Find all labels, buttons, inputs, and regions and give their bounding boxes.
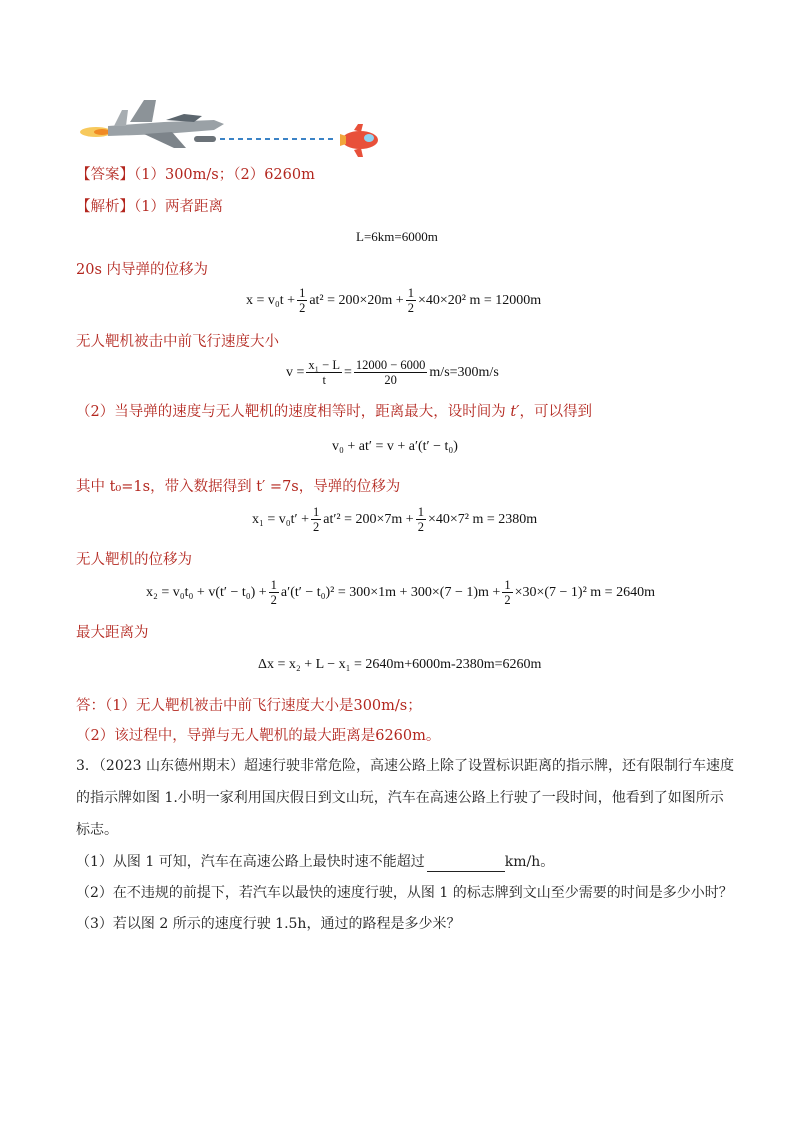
- equation-equal-speed: v₀ + at′ = v + a′(t′ − t₀): [332, 439, 458, 454]
- half-fraction: $\frac{1}{2}$: [407, 286, 414, 315]
- eq-v-equals: =: [343, 364, 352, 380]
- eq-x-mid: at² = 200×20m +: [309, 292, 404, 308]
- half-fraction: $\frac{1}{2}$: [299, 286, 306, 315]
- paragraph-max: 最大距离为: [76, 625, 149, 641]
- eq-v-lhs: v =: [286, 364, 305, 380]
- fraction-2: $\frac{12000 - 6000}{20}$: [355, 358, 426, 387]
- eq-x-end: ×40×20² m = 12000m: [417, 292, 542, 308]
- analysis-line: [76, 197, 223, 217]
- paragraph-drone: 无人靶机的位移为: [76, 552, 192, 568]
- illustration: [74, 92, 384, 162]
- equation-x1: x₁ = v₀t′ + $\frac{1}{2}$ at′² = 200×7m + $\frac{1}{2}$ ×40×7² m = 2380m: [252, 505, 538, 534]
- eq-x-lhs: x = v₀t +: [246, 292, 296, 308]
- equation-L: L=6km=6000m: [356, 229, 438, 244]
- answer-label: 【答案】: [76, 167, 134, 183]
- question-3-line3: 标志。: [76, 822, 118, 838]
- paragraph-20s: 20s 内导弹的位移为: [76, 262, 209, 278]
- paragraph-speed: 无人靶机被击中前飞行速度大小: [76, 334, 279, 350]
- question-3-sub3: （3）若以图 2 所示的速度行驶 1.5h，通过的路程是多少米？: [76, 916, 461, 932]
- answer-line: [76, 165, 315, 185]
- answer-2: （2）该过程中，导弹与无人靶机的最大距离是6260m。: [76, 728, 441, 744]
- answer-text: （1）300m/s；（2）6260m: [134, 167, 315, 183]
- drone-target-icon: [336, 124, 380, 158]
- question-3-sub1: （1）从图 1 可知，汽车在高速公路上最快时速不能超过 km/h。: [76, 854, 555, 870]
- equation-x2: x₂ = v₀t₀ + v(t′ − t₀) + $\frac{1}{2}$ a′(t′ − t₀)² = 300×1m + 300×(7 − 1)m + $\frac{1}{2}$ ×30×(7 − 1)² m = 2640m: [146, 578, 655, 607]
- answer-blank[interactable]: [427, 857, 505, 872]
- question-3-line1: 3．（2023 山东德州期末）超速行驶非常危险，高速公路上除了设置标识距离的指示牌，还有限制行车速度: [76, 758, 734, 774]
- equation-dx: Δx = x₂ + L − x₁ = 2640m+6000m-2380m=6260m: [258, 657, 542, 672]
- fraction-1: $\frac{\text{x₁ − L}}{t}$: [308, 358, 340, 387]
- eq-v-rhs: m/s=300m/s: [429, 364, 499, 380]
- paragraph-where: 其中 t₀=1s，带入数据得到 t′ =7s，导弹的位移为: [76, 479, 401, 495]
- equation-v: [286, 358, 499, 387]
- paragraph-part2: （2）当导弹的速度与无人靶机的速度相等时，距离最大，设时间为 t′，可以得到: [76, 404, 592, 420]
- question-3-line2: 的指示牌如图 1.小明一家利用国庆假日到文山玩，汽车在高速公路上行驶了一段时间，他看到了如图所示: [76, 790, 724, 806]
- answer-1: 答：（1）无人靶机被击中前飞行速度大小是300m/s；: [76, 698, 422, 714]
- equation-x: [246, 286, 541, 315]
- question-3-sub2: （2）在不违规的前提下，若汽车以最快的速度行驶，从图 1 的标志牌到文山至少需要的时间是多少小时？: [76, 885, 733, 901]
- analysis-label: 【解析】: [76, 199, 134, 215]
- analysis-text: （1）两者距离: [134, 199, 223, 215]
